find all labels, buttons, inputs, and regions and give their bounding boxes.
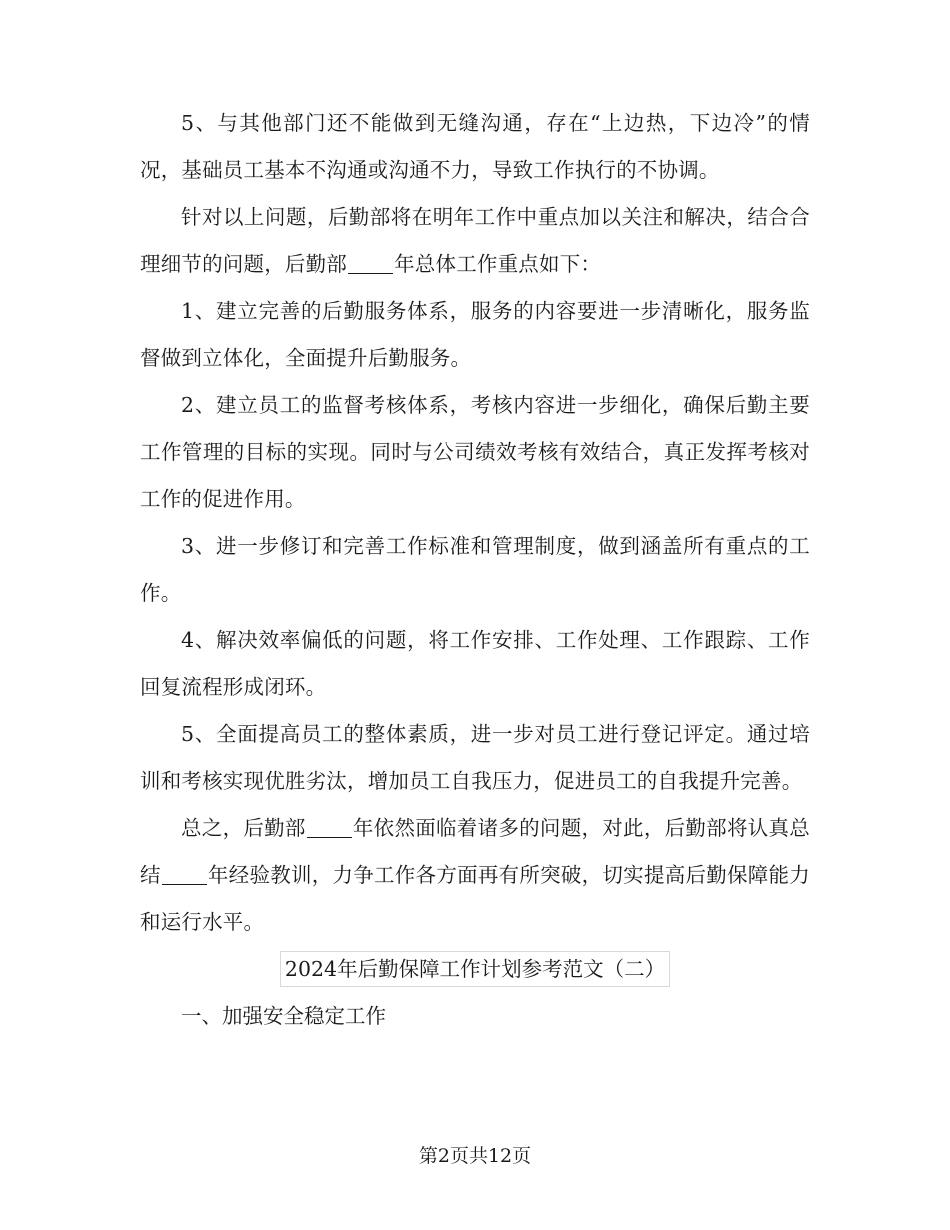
paragraph-text: 5、全面提高员工的整体素质，进一步对员工进行登记评定。通过培训和考核实现优胜劣汰，增加员工自我压力，促进员工的自我提升完善。 <box>140 722 810 793</box>
fill-in-blank <box>307 817 352 839</box>
section-title <box>140 946 810 993</box>
paragraph-problem-response <box>140 194 810 288</box>
paragraph-text: 4、解决效率偏低的问题，将工作安排、工作处理、工作跟踪、工作回复流程形成闭环。 <box>140 628 810 699</box>
fill-in-blank <box>348 253 393 275</box>
paragraph-item-1 <box>140 288 810 382</box>
paragraph-text: 年依然面临着诸多的问题，对此，后勤部将认真总结 <box>140 816 811 887</box>
section-title-text: 2024年后勤保障工作计划参考范文（二） <box>280 951 670 987</box>
paragraph-item-5 <box>140 711 810 805</box>
paragraph-text: 2、建立员工的监督考核体系，考核内容进一步细化，确保后勤主要工作管理的目标的实现。同时与公司绩效考核有效结合，真正发挥考核对工作的促进作用。 <box>140 393 810 511</box>
paragraph-text: 3、进一步修订和完善工作标准和管理制度，做到涵盖所有重点的工作。 <box>140 534 810 605</box>
paragraph-communication-issue <box>140 100 810 194</box>
paragraph-text: 年总体工作重点如下： <box>394 252 602 276</box>
paragraph-text: 1、建立完善的后勤服务体系，服务的内容要进一步清晰化，服务监督做到立体化，全面提升后勤服务。 <box>140 299 810 370</box>
page-footer <box>0 1142 950 1170</box>
section-heading <box>140 993 810 1040</box>
paragraph-text: 针对以上问题，后勤部将在明年工作中重点加以关注和解决，结合合理细节的问题，后勤部 <box>140 205 810 276</box>
paragraph-item-2 <box>140 382 810 523</box>
document-body <box>140 100 810 1040</box>
paragraph-summary <box>140 805 810 946</box>
paragraph-text: 5、与其他部门还不能做到无缝沟通，存在“上边热，下边冷”的情况，基础员工基本不沟通或沟通不力，导致工作执行的不协调。 <box>140 111 810 182</box>
page-indicator: 第2页共12页 <box>418 1145 532 1167</box>
paragraph-text: 总之，后勤部 <box>181 816 306 840</box>
fill-in-blank <box>162 864 207 886</box>
paragraph-item-4 <box>140 617 810 711</box>
paragraph-text: 年经验教训，力争工作各方面再有所突破，切实提高后勤保障能力和运行水平。 <box>140 863 810 934</box>
paragraph-item-3 <box>140 523 810 617</box>
section-heading-text: 一、加强安全稳定工作 <box>181 1004 386 1028</box>
